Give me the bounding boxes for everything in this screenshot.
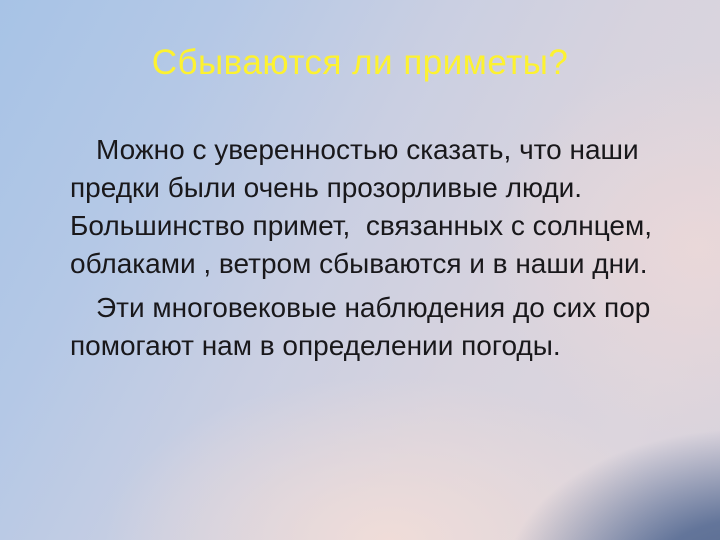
text-line: Можно с уверенностью сказать, что наши bbox=[96, 134, 639, 165]
text-line: Эти многовековые наблюдения до сих пор bbox=[96, 292, 651, 323]
text-line: помогают нам в определении погоды. bbox=[70, 330, 561, 361]
paragraph-2 bbox=[70, 289, 664, 365]
text-line: Большинство примет, связанных с солнцем, bbox=[70, 210, 653, 241]
slide-body-text bbox=[70, 131, 664, 365]
paragraph-1 bbox=[70, 131, 664, 283]
text-line: предки были очень прозорливые люди. bbox=[70, 172, 583, 203]
text-line: облаками , ветром сбываются и в наши дни. bbox=[70, 248, 648, 279]
slide-title: Сбываются ли приметы? bbox=[151, 43, 569, 82]
